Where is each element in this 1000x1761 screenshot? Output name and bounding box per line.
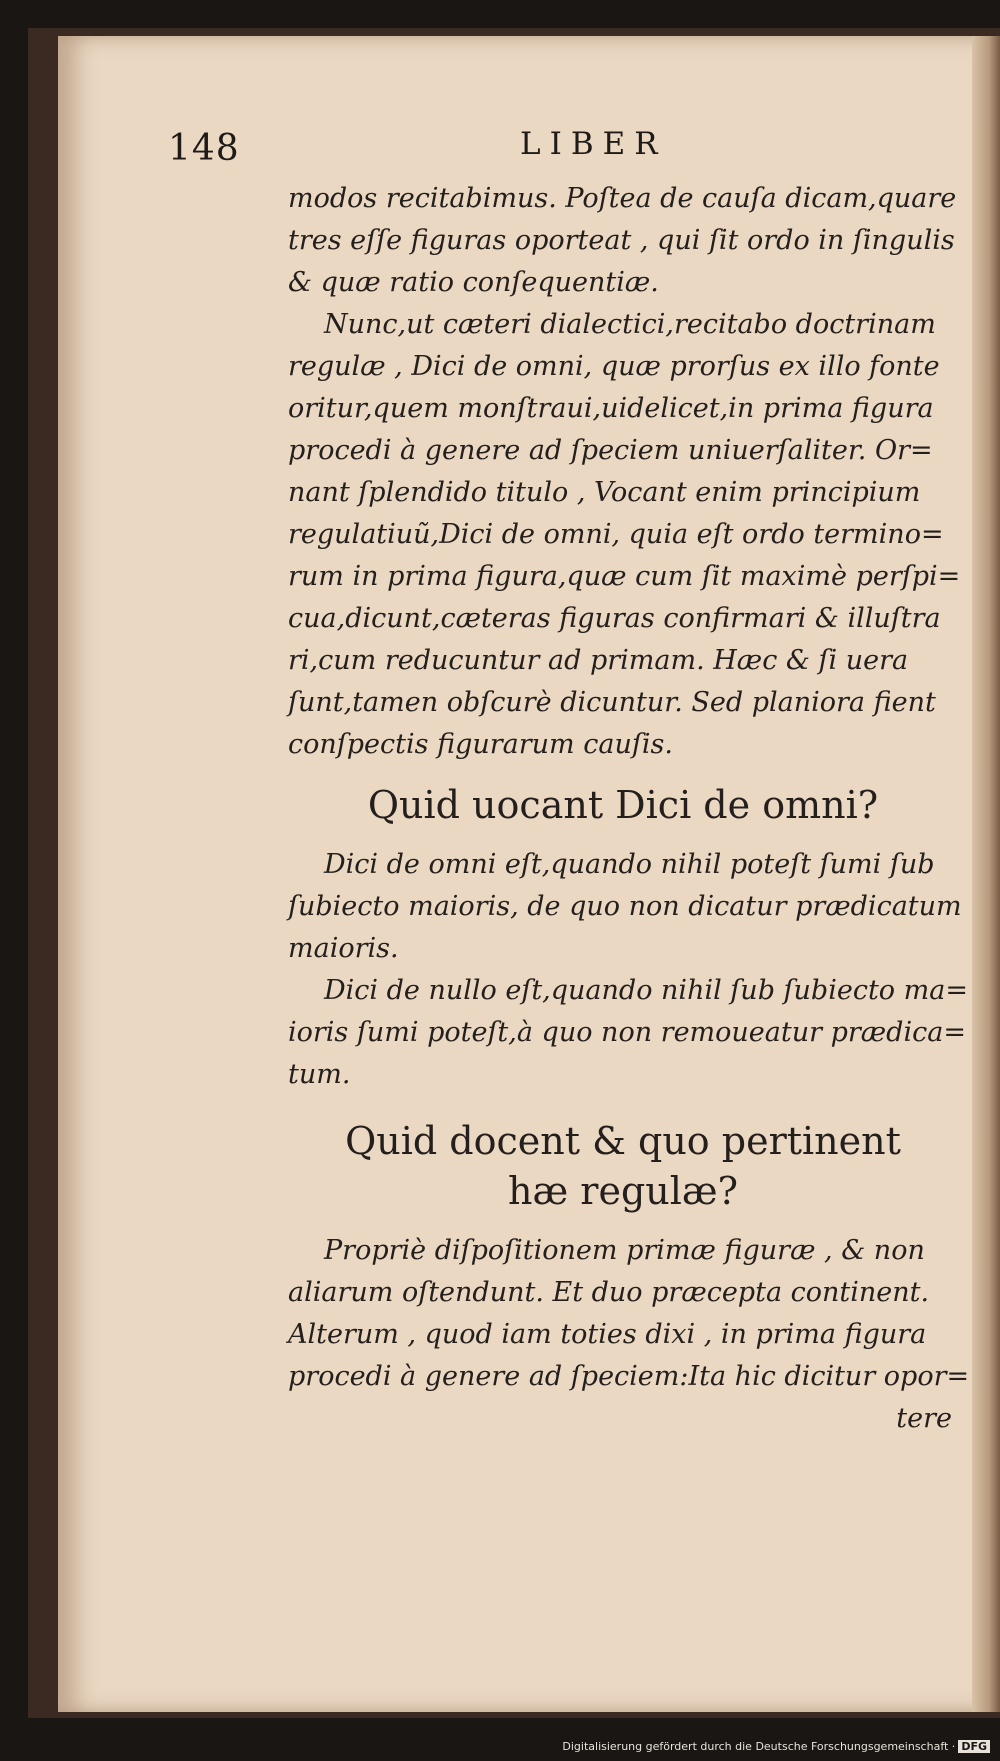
section-heading <box>288 1116 958 1216</box>
paragraph <box>288 304 961 766</box>
text-line: nant ſplendido titulo , Vocant enim principium <box>288 477 921 508</box>
digitization-credit <box>562 1740 990 1753</box>
text-line: ioris ſumi poteſt,à quo non remoueatur prædica= <box>288 1017 966 1048</box>
dfg-logo: DFG <box>958 1740 990 1753</box>
text-line: modos recitabimus. Poſtea de cauſa dicam,quare <box>288 183 957 214</box>
text-line: & quæ ratio conſequentiæ. <box>288 267 659 298</box>
text-line: tum. <box>288 1059 351 1090</box>
paragraph <box>288 970 968 1096</box>
paragraph <box>288 844 962 970</box>
text-line: ſunt,tamen obſcurè dicuntur. Sed planiora fient <box>288 687 936 718</box>
text-line: cua,dicunt,cæteras figuras confirmari & illuſtra <box>288 603 941 634</box>
credit-text: Digitalisierung gefördert durch die Deutsche Forschungsgemeinschaft · <box>562 1740 956 1753</box>
text-line: Alterum , quod iam toties dixi , in prima figura <box>288 1319 927 1350</box>
paragraph <box>288 1230 970 1398</box>
text-line: procedi à genere ad ſpeciem uniuerſaliter. Or= <box>288 435 933 466</box>
text-line: Dici de nullo eſt,quando nihil ſub ſubiecto ma= <box>324 975 968 1006</box>
text-line: regulæ , Dici de omni, quæ prorſus ex illo fonte <box>288 351 940 382</box>
catchword: tere <box>896 1403 952 1434</box>
text-line: ri,cum reducuntur ad primam. Hæc & ſi uera <box>288 645 909 676</box>
text-line: tres eſſe figuras oporteat , qui ſit ordo in ſingulis <box>288 225 955 256</box>
page-edge <box>972 36 1000 1712</box>
text-line: aliarum oſtendunt. Et duo præcepta continent. <box>288 1277 930 1308</box>
text-line: rum in prima figura,quæ cum ſit maximè perſpi= <box>288 561 961 592</box>
text-line: ſubiecto maioris, de quo non dicatur prædicatum <box>288 891 962 922</box>
text-line: oritur,quem monſtraui,uidelicet,in prima figura <box>288 393 934 424</box>
text-line: Dici de omni eſt,quando nihil poteſt ſumi ſub <box>324 849 935 880</box>
section-heading: Quid uocant Dici de omni? <box>367 783 879 827</box>
text-line: Nunc,ut cæteri dialectici,recitabo doctrinam <box>324 309 936 340</box>
paragraph <box>288 178 958 304</box>
text-line: procedi à genere ad ſpeciem:Ita hic dicitur opor= <box>288 1361 970 1392</box>
text-line: Propriè diſpoſitionem primæ figuræ , & non <box>324 1235 925 1266</box>
heading-line: Quid docent & quo pertinent <box>345 1119 901 1163</box>
running-title: LIBER <box>520 126 667 162</box>
text-line: maioris. <box>288 933 399 964</box>
page-number: 148 <box>168 128 240 169</box>
text-line: regulatiuũ,Dici de omni, quia eſt ordo termino= <box>288 519 944 550</box>
heading-line: hæ regulæ? <box>508 1169 738 1213</box>
text-line: conſpectis figurarum cauſis. <box>288 729 673 760</box>
main-text <box>288 178 970 1440</box>
